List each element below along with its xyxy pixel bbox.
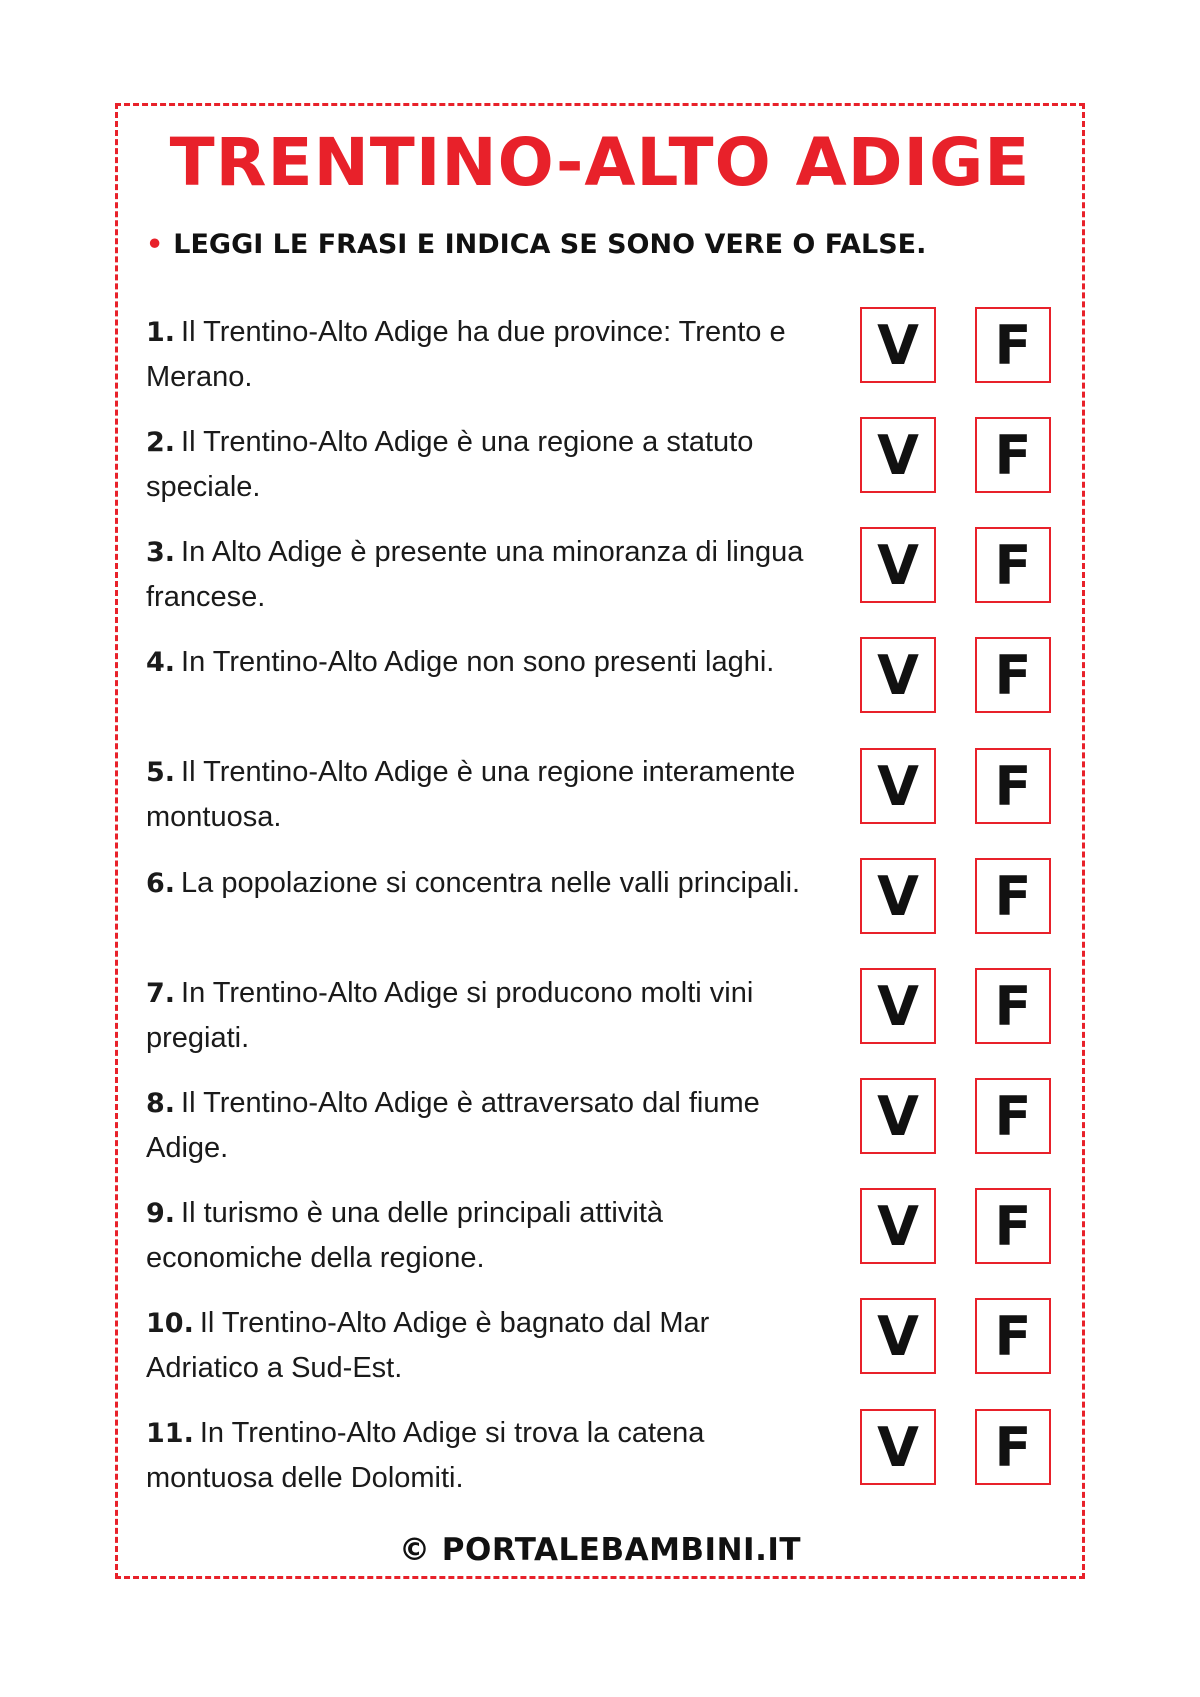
question-statement: Il Trentino-Alto Adige è attraversato dal fiume Adige. [146,1087,760,1164]
question-statement: Il Trentino-Alto Adige è bagnato dal Mar Adriatico a Sud-Est. [146,1307,710,1384]
question-number: 4. [146,647,176,678]
false-box-q11[interactable]: F [975,1409,1051,1485]
question-statement: Il Trentino-Alto Adige è una regione interamente montuosa. [146,756,796,833]
question-statement: In Trentino-Alto Adige si producono molti vini pregiati. [146,977,754,1054]
true-box-q5[interactable]: V [860,748,936,824]
question-number: 7. [146,978,176,1009]
true-box-q1[interactable]: V [860,307,936,383]
true-box-q7[interactable]: V [860,968,936,1044]
question-number: 2. [146,427,176,458]
false-box-q6[interactable]: F [975,858,1051,934]
true-box-q3[interactable]: V [860,527,936,603]
question-text [146,861,826,906]
question-statement: Il turismo è una delle principali attività economiche della regione. [146,1197,664,1274]
question-number: 11. [146,1418,194,1449]
false-box-q8[interactable]: F [975,1078,1051,1154]
instruction [146,225,926,265]
true-box-q2[interactable]: V [860,417,936,493]
false-box-q3[interactable]: F [975,527,1051,603]
footer-copyright: © PORTALEBAMBINI.IT [398,1532,802,1568]
question-text [146,1301,826,1391]
question-text [146,971,826,1061]
question-item [146,746,826,846]
true-box-q4[interactable]: V [860,637,936,713]
true-box-q6[interactable]: V [860,858,936,934]
true-box-q8[interactable]: V [860,1078,936,1154]
true-box-q10[interactable]: V [860,1298,936,1374]
instruction-text: LEGGI LE FRASI E INDICA SE SONO VERE O FALSE. [173,229,927,260]
question-number: 3. [146,537,176,568]
question-statement: In Trentino-Alto Adige non sono presenti laghi. [181,646,775,678]
false-box-q10[interactable]: F [975,1298,1051,1374]
question-number: 8. [146,1088,176,1119]
question-item [146,1187,826,1287]
false-box-q9[interactable]: F [975,1188,1051,1264]
false-box-q2[interactable]: F [975,417,1051,493]
question-item [146,526,826,626]
question-text [146,640,826,685]
question-text [146,310,826,400]
question-item [146,857,826,957]
question-item [146,416,826,516]
question-text [146,1411,826,1501]
question-text [146,420,826,510]
true-box-q11[interactable]: V [860,1409,936,1485]
false-box-q5[interactable]: F [975,748,1051,824]
question-number: 1. [146,317,176,348]
question-statement: La popolazione si concentra nelle valli principali. [181,867,801,899]
question-item [146,1077,826,1177]
question-number: 10. [146,1308,194,1339]
question-statement: In Trentino-Alto Adige si trova la catena montuosa delle Dolomiti. [146,1417,705,1494]
false-box-q7[interactable]: F [975,968,1051,1044]
false-box-q4[interactable]: F [975,637,1051,713]
question-item [146,636,826,736]
question-item [146,967,826,1067]
question-statement: In Alto Adige è presente una minoranza di lingua francese. [146,536,804,613]
true-box-q9[interactable]: V [860,1188,936,1264]
question-item [146,306,826,406]
question-number: 9. [146,1198,176,1229]
instruction-bullet: • [146,229,164,260]
question-statement: Il Trentino-Alto Adige ha due province: Trento e Merano. [146,316,786,393]
question-text [146,530,826,620]
question-text [146,1081,826,1171]
question-text [146,1191,826,1281]
question-number: 6. [146,868,176,899]
false-box-q1[interactable]: F [975,307,1051,383]
question-number: 5. [146,757,176,788]
question-statement: Il Trentino-Alto Adige è una regione a statuto speciale. [146,426,754,503]
question-text [146,750,826,840]
question-item [146,1297,826,1397]
page-title: TRENTINO-ALTO ADIGE [169,124,1031,201]
question-item [146,1407,826,1507]
